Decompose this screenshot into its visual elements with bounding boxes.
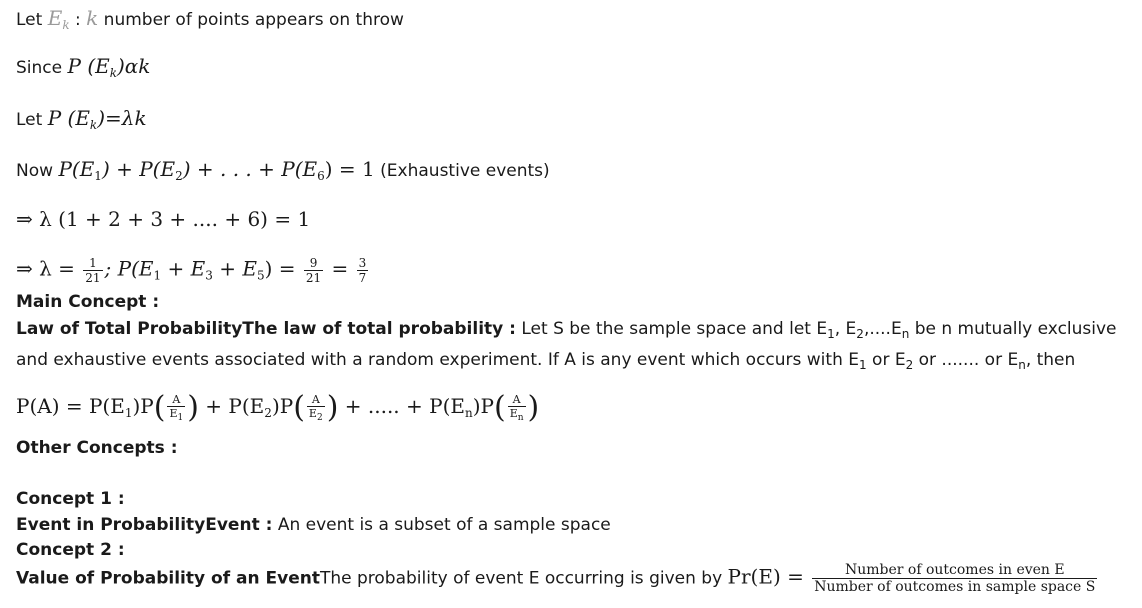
math: + ..... + P(E (338, 394, 465, 419)
math-sub: n (465, 406, 473, 421)
text: number of points appears on throw (98, 10, 404, 30)
math-sub: 5 (256, 268, 265, 283)
math: Pr(E) = (727, 564, 811, 589)
denominator: 7 (358, 271, 367, 285)
text: Let (16, 110, 48, 130)
paren: ( (153, 390, 166, 426)
text: or E (866, 350, 906, 370)
numerator: Number of outcomes in even E (812, 562, 1097, 579)
concept-2-title: Value of Probability of an Event (16, 568, 320, 589)
denominator: 21 (85, 271, 101, 285)
math-sub: k (109, 66, 117, 80)
text: Let (16, 10, 48, 30)
math: ⇒ λ (1 + 2 + 3 + .... + 6) = 1 (16, 207, 311, 231)
math-sub: 1 (124, 406, 133, 421)
text: ,....E (863, 319, 902, 339)
math-sub: 1 (94, 169, 102, 183)
math-var: k (86, 6, 99, 30)
other-concepts-heading: Other Concepts : (16, 438, 178, 458)
text: : (69, 10, 87, 30)
paren: ( (494, 390, 506, 426)
concept-1-title: Event in ProbabilityEvent : (16, 515, 273, 535)
math: )P (472, 394, 494, 419)
fraction (83, 256, 102, 285)
concept-1-heading: Concept 1 : (16, 489, 125, 509)
math-var: E (47, 6, 63, 30)
numerator: A (307, 393, 325, 407)
total-probability-formula (16, 390, 540, 426)
paren: ) (527, 390, 540, 426)
math: + E (161, 256, 206, 281)
math: P (E (47, 106, 90, 130)
concept-2-heading: Concept 2 : (16, 540, 125, 560)
paren: ) (187, 390, 199, 426)
law-title: Law of Total ProbabilityThe law of total probability : (16, 319, 516, 339)
fraction (508, 393, 526, 423)
denominator (307, 407, 325, 423)
fraction (357, 256, 369, 285)
numerator: 1 (83, 256, 102, 271)
math: = (325, 256, 355, 281)
fraction (304, 256, 323, 285)
math: ⇒ λ = (16, 256, 82, 281)
numerator: A (508, 393, 526, 407)
math: + P(E (198, 394, 265, 419)
law-paragraph (16, 316, 1136, 378)
fraction (167, 393, 185, 423)
math: ) = (264, 256, 302, 281)
solution-line-3 (16, 106, 147, 132)
denominator (508, 407, 526, 423)
text: Since (16, 58, 68, 78)
numerator: 9 (304, 256, 323, 271)
math-sub: 2 (316, 413, 323, 424)
solution-line-2 (16, 54, 150, 80)
concept-2-text (16, 562, 1099, 595)
math-sub: k (89, 118, 98, 132)
math: P(A) = P(E (16, 394, 125, 419)
main-concept-heading: Main Concept : (16, 292, 160, 312)
math: ) + P(E (101, 157, 176, 181)
math: E (169, 407, 178, 420)
math-sub: n (517, 413, 524, 424)
numerator: A (167, 393, 185, 407)
math: )P (132, 394, 154, 419)
solution-line-5 (16, 207, 310, 231)
sub: 2 (856, 327, 864, 341)
fraction (307, 393, 325, 423)
text: be n mutually exclusive and exhaustive events associated with a random experiment. If A is any event which occurs with E (16, 319, 1117, 370)
math: P (E (67, 54, 110, 78)
solution-line-4 (16, 157, 550, 183)
text: , E (834, 319, 857, 339)
math-sub: 3 (205, 268, 213, 283)
denominator (167, 407, 185, 423)
text: , then (1025, 350, 1076, 370)
math: )=λk (97, 106, 147, 130)
math-sub: 2 (264, 406, 272, 421)
math: ) = 1 (324, 157, 375, 181)
sub: 2 (905, 358, 914, 372)
math: P(E (58, 157, 95, 181)
math-sub: 2 (175, 169, 183, 183)
numerator: 3 (358, 256, 367, 270)
solution-line-6 (16, 256, 370, 285)
math: ) + . . . + P(E (182, 157, 318, 181)
text: (Exhaustive events) (374, 161, 550, 181)
sub: n (1018, 358, 1026, 372)
math: )P (271, 394, 294, 419)
fraction (812, 562, 1097, 595)
text: Now (16, 161, 59, 181)
math-sub: 1 (153, 268, 162, 283)
text: An event is a subset of a sample space (272, 515, 611, 535)
math-sub: 1 (177, 413, 184, 424)
concept-1-text (16, 515, 611, 535)
math-sub: 6 (317, 169, 325, 183)
solution-line-1 (16, 6, 404, 32)
sub: n (901, 327, 910, 341)
text: or ....... or E (913, 350, 1019, 370)
math: E (308, 407, 317, 420)
sub: 1 (827, 327, 835, 341)
math-sub: k (62, 18, 70, 32)
sub: 1 (859, 358, 867, 372)
math: )αk (117, 54, 151, 78)
denominator: Number of outcomes in sample space S (814, 579, 1096, 595)
paren: ( (293, 390, 305, 426)
text: Let S be the sample space and let E (515, 319, 828, 339)
denominator: 21 (305, 271, 322, 285)
paren: ) (326, 390, 339, 426)
text: The probability of event E occurring is given by (319, 568, 728, 589)
math: + E (212, 256, 257, 281)
math: E (509, 407, 518, 420)
math: ; P(E (104, 256, 154, 281)
